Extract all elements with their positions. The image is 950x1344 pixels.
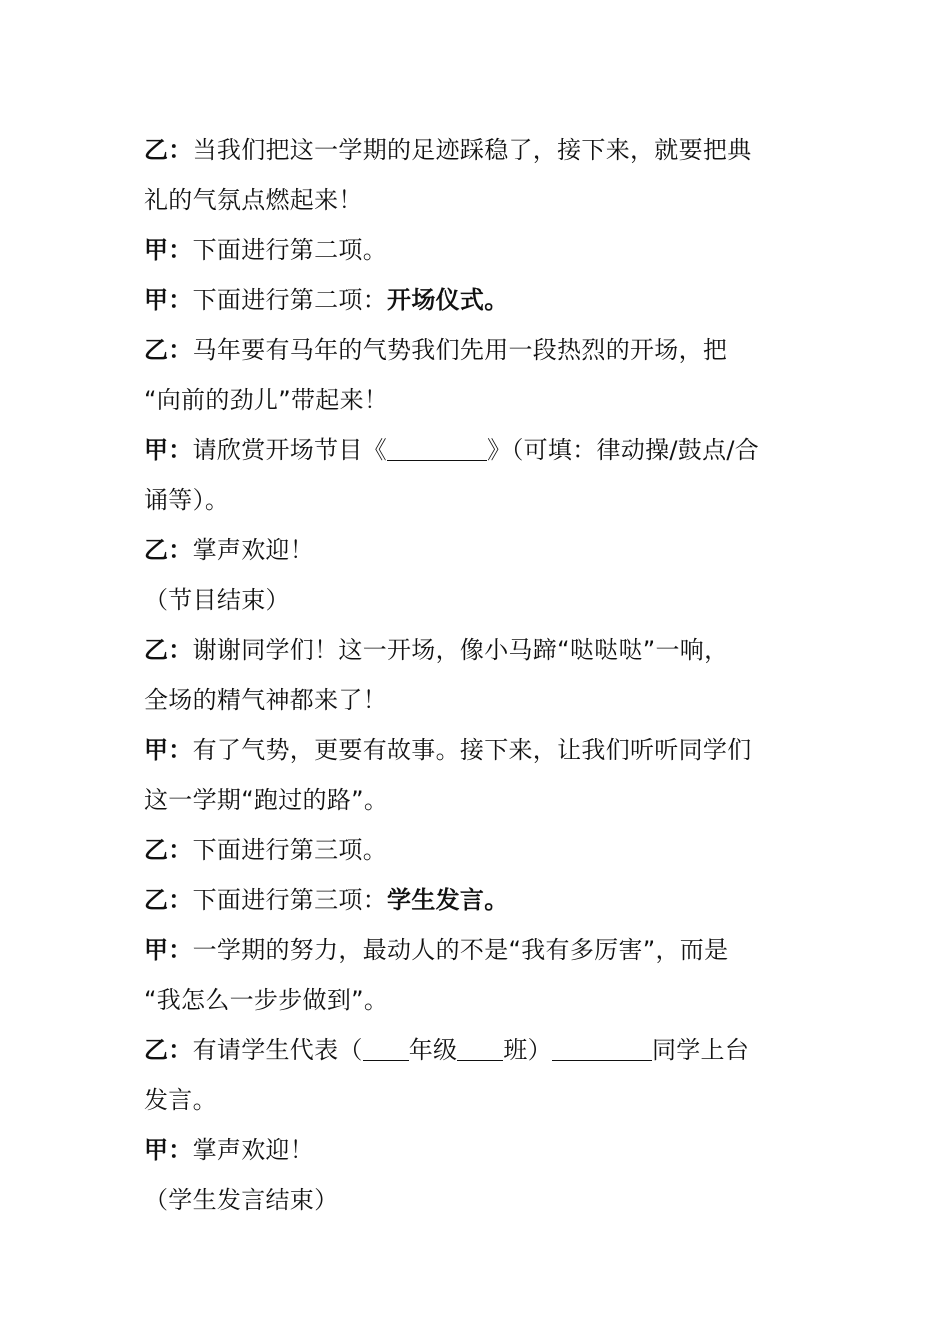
line-text: 同学上台 [651, 1036, 750, 1064]
item-title: 开场仪式。 [387, 286, 509, 314]
line-text: 有了气势，更要有故事。接下来，让我们听听同学们 [192, 736, 752, 764]
script-line [144, 525, 824, 575]
line-text: 掌声欢迎！ [192, 536, 315, 564]
script-line [144, 375, 824, 425]
script-line [144, 175, 824, 225]
line-text: 掌声欢迎！ [192, 1136, 315, 1164]
fill-in-blank [552, 1036, 652, 1061]
line-text: 下面进行第二项： [192, 286, 388, 314]
script-line [144, 1175, 824, 1225]
script-line [144, 475, 824, 525]
line-text: 下面进行第三项。 [192, 836, 388, 864]
script-line [144, 125, 824, 175]
line-text: 》（可填：律动操/鼓点/合 [487, 436, 760, 464]
script-line [144, 925, 824, 975]
speaker-label: 乙： [144, 836, 193, 864]
script-line [144, 425, 824, 475]
stage-direction: （学生发言结束） [144, 1186, 339, 1214]
speaker-label: 甲： [144, 736, 193, 764]
script-line [144, 1025, 824, 1075]
speaker-label: 甲： [144, 1136, 193, 1164]
script-line [144, 1075, 824, 1125]
speaker-label: 乙： [144, 336, 193, 364]
line-text: 年级 [408, 1036, 458, 1064]
line-text: 当我们把这一学期的足迹踩稳了，接下来，就要把典 [192, 136, 752, 164]
script-line [144, 325, 824, 375]
line-text: 一学期的努力，最动人的不是“我有多厉害”，而是 [192, 936, 729, 964]
script-line [144, 675, 824, 725]
script-line [144, 825, 824, 875]
line-text: “向前的劲儿”带起来！ [144, 386, 389, 414]
speaker-label: 乙： [144, 636, 193, 664]
script-line [144, 225, 824, 275]
speaker-label: 乙： [144, 136, 193, 164]
line-text: “我怎么一步步做到”。 [144, 986, 389, 1014]
fill-in-blank [363, 1036, 409, 1061]
item-title: 学生发言。 [387, 886, 509, 914]
stage-direction: （节目结束） [144, 586, 290, 614]
script-line [144, 775, 824, 825]
line-text: 有请学生代表（ [192, 1036, 363, 1064]
script-line [144, 1125, 824, 1175]
speaker-label: 乙： [144, 536, 193, 564]
line-text: 下面进行第二项。 [192, 236, 388, 264]
line-text: 下面进行第三项： [192, 886, 388, 914]
line-text: 礼的气氛点燃起来！ [144, 186, 363, 214]
script-line [144, 875, 824, 925]
fill-in-blank [457, 1036, 503, 1061]
line-text: 谢谢同学们！这一开场，像小马蹄“哒哒哒”一响， [192, 636, 729, 664]
speaker-label: 乙： [144, 886, 193, 914]
speaker-label: 甲： [144, 436, 193, 464]
line-text: 诵等）。 [144, 486, 230, 514]
script-line [144, 725, 824, 775]
fill-in-blank [387, 436, 487, 461]
ceremony-script [144, 125, 824, 1225]
speaker-label: 乙： [144, 1036, 193, 1064]
line-text: 请欣赏开场节目《 [192, 436, 388, 464]
line-text: 全场的精气神都来了！ [144, 686, 387, 714]
script-line [144, 975, 824, 1025]
line-text: 这一学期“跑过的路”。 [144, 786, 389, 814]
speaker-label: 甲： [144, 236, 193, 264]
speaker-label: 甲： [144, 286, 193, 314]
script-line [144, 625, 824, 675]
script-line [144, 275, 824, 325]
script-line [144, 575, 824, 625]
line-text: 马年要有马年的气势我们先用一段热烈的开场，把 [192, 336, 728, 364]
line-text: 班） [503, 1036, 552, 1064]
speaker-label: 甲： [144, 936, 193, 964]
line-text: 发言。 [144, 1086, 217, 1114]
